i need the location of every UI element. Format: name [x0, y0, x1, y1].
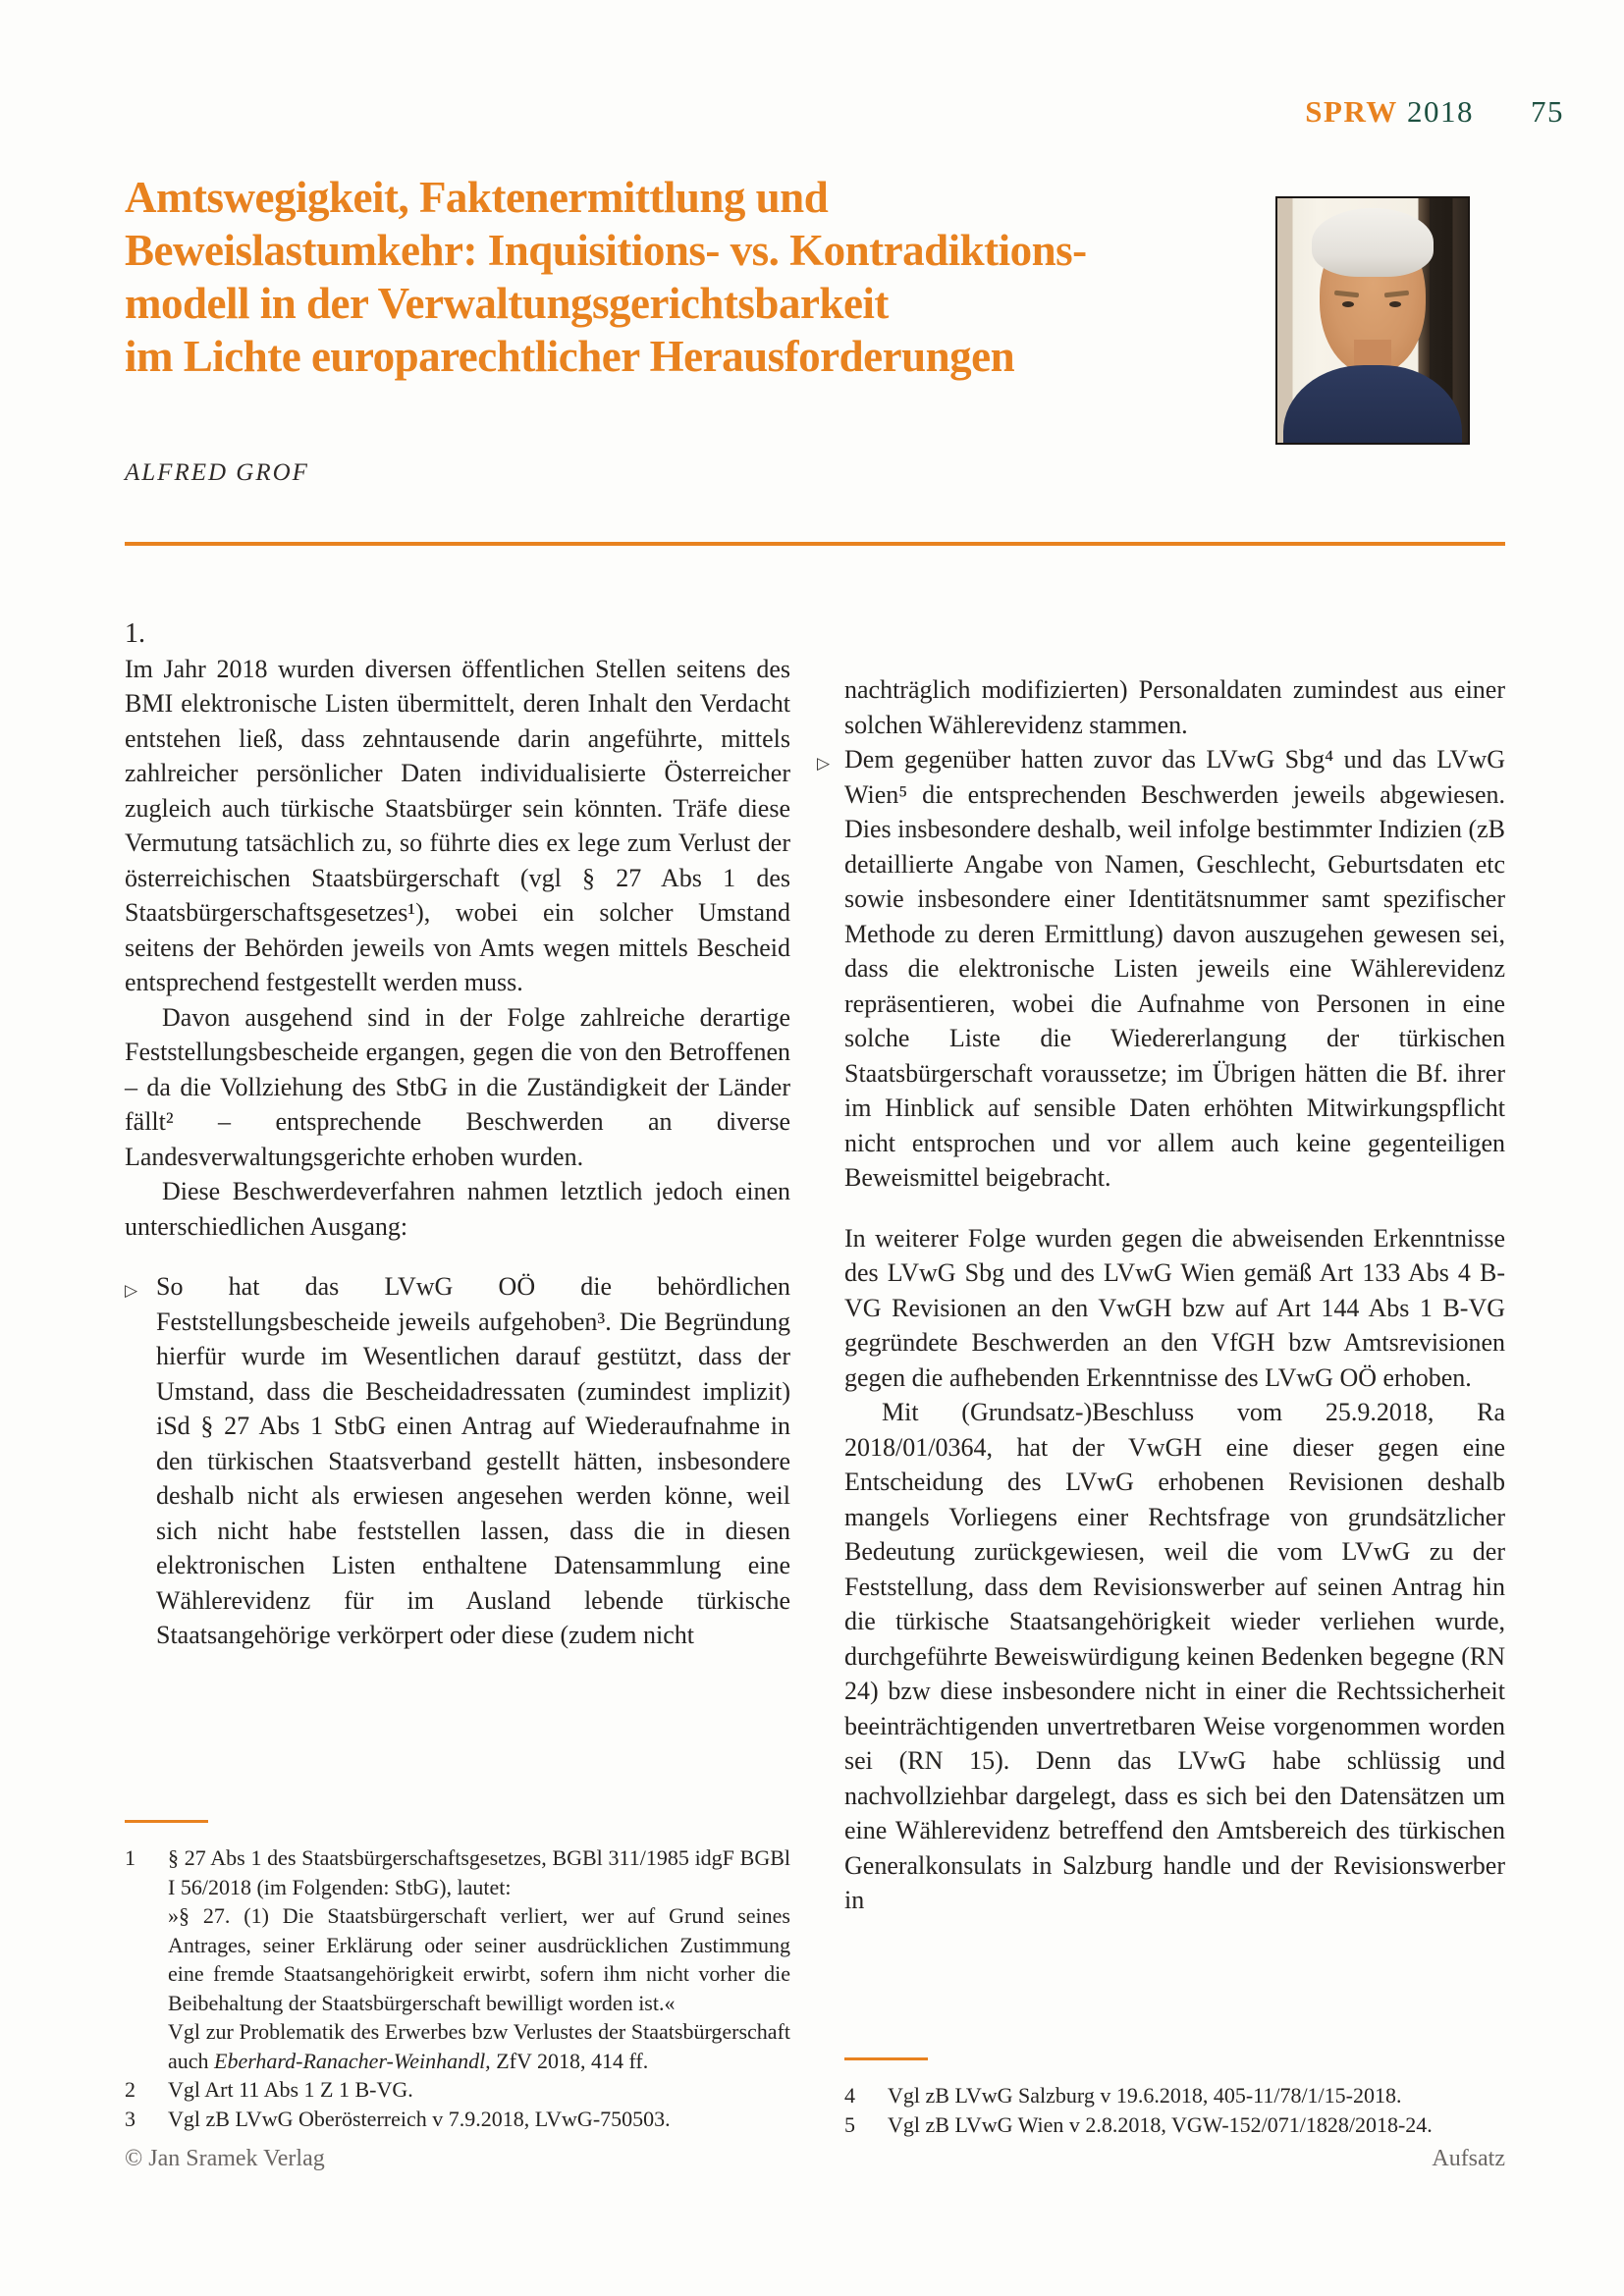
footnote-3 [125, 2105, 790, 2134]
title-line-4: im Lichte europarechtlicher Herausforderungen [125, 332, 1015, 381]
title-rule [125, 542, 1505, 546]
left-column [125, 616, 790, 2133]
triangle-bullet-icon: ▷ [125, 1281, 138, 1301]
footnote-text [168, 1843, 790, 2075]
bullet-text: Dem gegenüber hatten zuvor das LVwG Sbg⁴ und das LVwG Wien⁵ die entsprechenden Beschwerden jeweils abgewiesen. Dies insbesondere deshalb, weil infolge bestimmter Indizien (zB detaillierte Angabe von Namen, Geschlecht, Geburtsdaten etc sowie insbesondere einer Identitätsnummer samt spezifischer Methode zu deren Ermittlung) davon auszugehen gewesen sei, dass die elektronische Listen jeweils eine Wählerevidenz repräsentieren, wobei die Aufnahme von Personen in eine solche Liste die Wiedererlangung der türkischen Staatsbürgerschaft voraussetze; im Übrigen hätten die Bf. ihrer im Hinblick auf sensible Daten erhöhten Mitwirkungspflicht nicht entsprochen und vor allem auch keine gegenteiligen Beweismittel beigebracht. [844, 745, 1505, 1192]
journal-year: 2018 [1407, 94, 1474, 129]
paragraph: Mit (Grundsatz-)Beschluss vom 25.9.2018, Ra 2018/01/0364, hat der VwGH eine dieser gegen eine Entscheidung des LVwG erhobenen Revisionen deshalb mangels Vorliegens einer Rechtsfrage von grundsätzlicher Bedeutung zurückgewiesen, weil die vom LVwG zu der Feststellung, dass dem Revisionswerber auf seinen Antrag hin die türkische Staatsangehörigkeit wieder verliehen wurde, durchgeführte Beweiswürdigung keinen Bedenken begegne (RN 24) bzw diese insbesondere nicht in einer die Rechtssicherheit beeinträchtigenden unvertretbaren Weise vorgenommen worden sei (RN 15). Denn das LVwG habe schlüssig und nachvollziehbar dargelegt, dass es sich bei den Datensätzen um eine Wählerevidenz betreffend den Amtsbereich des türkischen Generalkonsulats in Salzburg handle und der Revisionswerber in [844, 1398, 1505, 1914]
photo-right-eye [1389, 301, 1401, 307]
footnote-1-ref-authors: Eberhard-Ranacher-Weinhandl, [214, 2048, 491, 2073]
page-footer [125, 2146, 1505, 2172]
footnote-5 [844, 2110, 1505, 2140]
article-title [125, 171, 1303, 383]
footnotes-right [844, 2057, 1505, 2139]
section-heading: 1. [125, 618, 145, 649]
footnote-1-ref-prefix: Vgl zur Problematik des Erwerbes bzw Verlustes der Staatsbürgerschaft auch [168, 2019, 790, 2073]
photo-left-eye [1342, 301, 1354, 307]
journal-issue [1305, 94, 1474, 130]
footnote-1-reference [168, 2017, 790, 2075]
running-head [125, 94, 1564, 130]
title-line-1: Amtswegigkeit, Faktenermittlung und [125, 173, 829, 222]
journal-name: SPRW [1305, 94, 1398, 129]
author-name: ALFRED GROF [125, 459, 309, 486]
right-column [817, 672, 1505, 2139]
footnote-text: Vgl zB LVwG Oberösterreich v 7.9.2018, LVwG-750503. [168, 2106, 671, 2131]
triangle-bullet-icon: ▷ [817, 754, 831, 774]
photo-shirt [1283, 365, 1462, 445]
footnote-1-intro: § 27 Abs 1 des Staatsbürgerschaftsgesetzes, BGBl 311/1985 idgF BGBl I 56/2018 (im Folgenden: StbG), lautet: [168, 1845, 790, 1899]
footnote-2 [125, 2075, 790, 2105]
footnote-number: 4 [844, 2083, 855, 2108]
bullet-text: So hat das LVwG OÖ die behördlichen Feststellungsbescheide jeweils aufgehoben³. Die Begründung hierfür wurde im Wesentlichen darauf gestützt, dass der Umstand, dass die Bescheidadressaten (zumindest implizit) iSd § 27 Abs 1 StbG einen Antrag auf Wiederaufnahme in den türkischen Staatsverband gestellt hätten, insbesondere deshalb nicht als erwiesen angesehen werden könne, weil sich nicht habe feststellen lassen, dass die in diesen elektronischen Listen enthaltene Datensammlung eine Wählerevidenz für im Ausland lebende türkische Staatsangehörige verkörpert oder diese (zudem nicht [156, 1272, 790, 1649]
footnote-4 [844, 2081, 1505, 2110]
paragraph: In weiterer Folge wurden gegen die abweisenden Erkenntnisse des LVwG Sbg und des LVwG Wien gemäß Art 133 Abs 4 B-VG Revisionen an den VwGH bzw auf Art 144 Abs 1 B-VG gegründete Beschwerden an den VfGH bzw Amtsrevisionen gegen die aufhebenden Erkenntnisse des LVwG OÖ erhoben. [844, 1223, 1505, 1392]
publisher-credit: © Jan Sramek Verlag [125, 2146, 325, 2171]
footnotes-left [125, 1820, 790, 2133]
footnote-1-quote: »§ 27. (1) Die Staatsbürgerschaft verliert, wer auf Grund seines Antrages, seiner Erklärung oder seiner ausdrücklichen Zustimmung eine fremde Staatsangehörigkeit erwirbt, sofern ihm nicht vorher die Beibehaltung der Staatsbürgerschaft bewilligt worden ist.« [168, 1903, 790, 2015]
paragraph: nachträglich modifizierten) Personaldaten zumindest aus einer solchen Wählerevidenz stammen. [844, 675, 1505, 739]
footnote-text: Vgl Art 11 Abs 1 Z 1 B-VG. [168, 2077, 413, 2102]
title-line-3: modell in der Verwaltungsgerichtsbarkeit [125, 279, 889, 328]
bullet-item [125, 1269, 790, 1653]
footnote-rule [844, 2057, 928, 2060]
footnote-rule [125, 1820, 208, 1823]
footnote-number: 5 [844, 2111, 855, 2137]
footnote-number: 2 [125, 2077, 135, 2102]
paragraph: Im Jahr 2018 wurden diversen öffentlichen Stellen seitens des BMI elektronische Listen übermittelt, deren Inhalt den Verdacht entstehen ließ, dass zehntausende darin angeführte, mittels zahlreicher persönlicher Daten individualisierte Österreicher zugleich auch türkische Staatsbürger sein könnten. Träfe diese Vermutung tatsächlich zu, so führte dies ex lege zum Verlust der österreichischen Staatsbürgerschaft (vgl § 27 Abs 1 des Staatsbürgerschaftsgesetzes¹), wobei ein solcher Umstand seitens der Behörden jeweils von Amts wegen mittels Bescheid entsprechend festgestellt werden muss. [125, 654, 790, 996]
title-line-2: Beweislastumkehr: Inquisitions- vs. Kontradiktions- [125, 226, 1087, 275]
photo-hair [1312, 208, 1434, 277]
bullet-item [817, 742, 1505, 1196]
author-photo [1275, 196, 1470, 445]
footnote-1 [125, 1843, 790, 2075]
footnote-text: Vgl zB LVwG Wien v 2.8.2018, VGW-152/071/1828/2018-24. [888, 2111, 1433, 2137]
footnote-number: 1 [125, 1845, 135, 1870]
footnote-text: Vgl zB LVwG Salzburg v 19.6.2018, 405-11/78/1/15-2018. [888, 2083, 1402, 2108]
paragraph: Davon ausgehend sind in der Folge zahlreiche derartige Feststellungsbescheide ergangen, gegen die von den Betroffenen – da die Vollziehung des StbG in die Zuständigkeit der Länder fällt² – entsprechende Beschwerden an diverse Landesverwaltungsgerichte erhoben wurden. [125, 1002, 790, 1171]
footnote-number: 3 [125, 2106, 135, 2131]
paragraph: Diese Beschwerdeverfahren nahmen letztlich jedoch einen unterschiedlichen Ausgang: [125, 1177, 790, 1241]
page-number: 75 [1531, 94, 1564, 129]
article-type-label: Aufsatz [1432, 2146, 1505, 2171]
footnote-1-ref-suffix: ZfV 2018, 414 ff. [490, 2048, 649, 2073]
